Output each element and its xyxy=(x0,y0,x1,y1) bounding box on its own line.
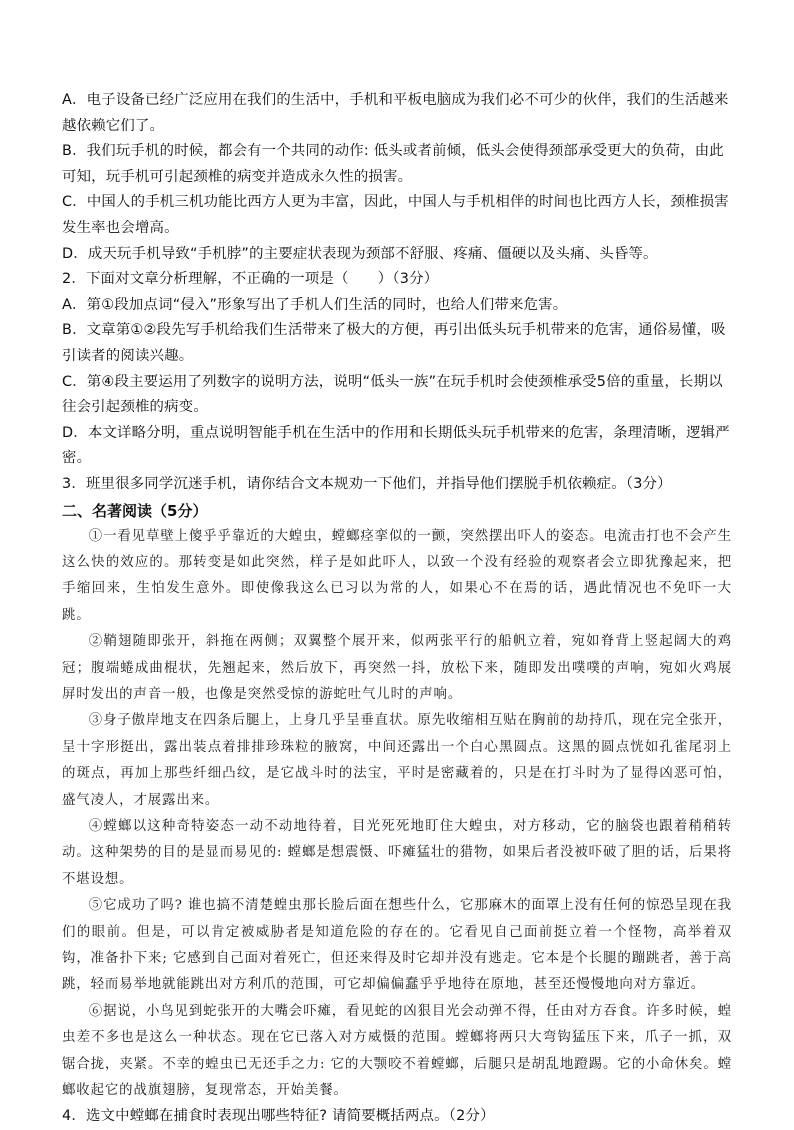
q3-stem: 3．班里很多同学沉迷手机，请你结合文本规劝一下他们，并指导他们摆脱手机依赖症。（3分） xyxy=(62,475,672,492)
q1-option-c: C．中国人的手机三机功能比西方人更为丰富，因此，中国人与手机相伴的时间也比西方人长，颈椎损害发生率也会增高。 xyxy=(62,194,729,236)
passage-paragraph-1: ①一看见草壁上傻乎乎靠近的大蝗虫，螳螂痉挛似的一颤，突然摆出吓人的姿态。电流击打也不会产生这么快的效应的。那转变是如此突然，样子是如此吓人，以致一个没有经验的观察者会立即犹豫起来，把手缩回来，生怕发生意外。即使像我这么已习以为常的人，如果心不在焉的话，遇此情况也不免吓一大跳。 xyxy=(62,528,732,623)
passage-paragraph-6: ⑥据说，小鸟见到蛇张开的大嘴会吓瘫，看见蛇的凶狠目光会动弹不得，任由对方吞食。许多时候，蝗虫差不多也是这么一种状态。现在它已落入对方威慑的范围。螳螂将两只大弯钩猛压下来，爪子一抓，双锯合拢，夹紧。不幸的蝗虫已无还手之力: 它的大颚咬不着螳螂，后腿只是胡乱地蹬踢。它的小命休矣。螳螂收起它的战旗翅膀，复现常态，开始美餐。 xyxy=(62,1003,732,1099)
passage-paragraph-3: ③身子傲岸地支在四条后腿上，上身几乎呈垂直状。原先收缩相互贴在胸前的劫持爪，现在完全张开，呈十字形挺出，露出装点着排排珍珠粒的腋窝，中间还露出一个白心黑圆点。这黑的圆点恍如孔雀尾羽上的斑点，再加上那些纤细凸纹，是它战斗时的法宝，平时是密藏着的，只是在打斗时为了显得凶恶可怕，盛气凌人，才展露出来。 xyxy=(62,713,732,808)
q2-stem: 2．下面对文章分析理解，不正确的一项是（ ）（3分） xyxy=(62,271,439,288)
q2-option-a: A．第①段加点词“侵入”形象写出了手机人们生活的同时，也给人们带来危害。 xyxy=(62,296,568,313)
q2-option-d: D．本文详略分明，重点说明智能手机在生活中的作用和长期低头玩手机带来的危害，条理清晰，逻辑严密。 xyxy=(62,424,730,467)
passage-paragraph-5: ⑤它成功了吗? 谁也搞不清楚蝗虫那长脸后面在想些什么，它那麻木的面罩上没有任何的惊恐呈现在我们的眼前。但是，可以肯定被威胁者是知道危险的存在的。它看见自己面前挺立着一个怪物，高举着双钩，准备扑下来; 它感到自己面对着死亡，但还来得及时它却并没有逃走。它本是个长腿的蹦跳者，善于高跳，轻而易举地就能跳出对方利爪的范围，可它却偏偏蠢乎乎地待在原地，甚至还慢慢地向对方靠近。 xyxy=(62,898,732,993)
q1-option-a: A．电子设备已经广泛应用在我们的生活中，手机和平板电脑成为我们必不可少的伙伴，我们的生活越来越依赖它们了。 xyxy=(62,92,729,134)
q1-option-b: B．我们玩手机的时候，都会有一个共同的动作: 低头或者前倾，低头会使得颈部承受更大的负荷，由此可知，玩手机可引起颈椎的病变并造成永久性的损害。 xyxy=(62,143,724,185)
passage-paragraph-4: ④螳螂以这种奇特姿态一动不动地待着，目光死死地盯住大蝗虫，对方移动，它的脑袋也跟着稍稍转动。这种架势的目的是显而易见的: 螳螂是想震慑、吓瘫猛壮的猎物，如果后者没被吓破了胆的话，后果将不堪设想。 xyxy=(62,818,732,887)
q2-option-c: C．第④段主要运用了列数字的说明方法，说明“低头一族”在玩手机时会使颈椎承受5倍的重量，长期以往会引起颈椎的病变。 xyxy=(62,373,723,416)
q2-option-b: B．文章第①②段先写手机给我们生活带来了极大的方便，再引出低头玩手机带来的危害，通俗易懂，吸引读者的阅读兴趣。 xyxy=(62,322,726,364)
q1-option-d: D．成天玩手机导致“手机脖”的主要症状表现为颈部不舒服、疼痛、僵硬以及头痛、头昏等。 xyxy=(62,245,658,262)
q4-stem: 4．选文中螳螂在捕食时表现出哪些特征? 请简要概括两点。（2分） xyxy=(62,1108,495,1125)
passage-paragraph-2: ②鞘翅随即张开，斜拖在两侧；双翼整个展开来，似两张平行的船帆立着，宛如脊背上竖起阔大的鸡冠；腹端蜷成曲棍状，先翘起来，然后放下，再突然一抖，放松下来，随即发出噗噗的声响，宛如火鸡展屏时发出的声音一般，也像是突然受惊的游蛇吐气儿时的声响。 xyxy=(62,634,732,702)
section-title: 二、名著阅读（5分） xyxy=(62,501,208,520)
